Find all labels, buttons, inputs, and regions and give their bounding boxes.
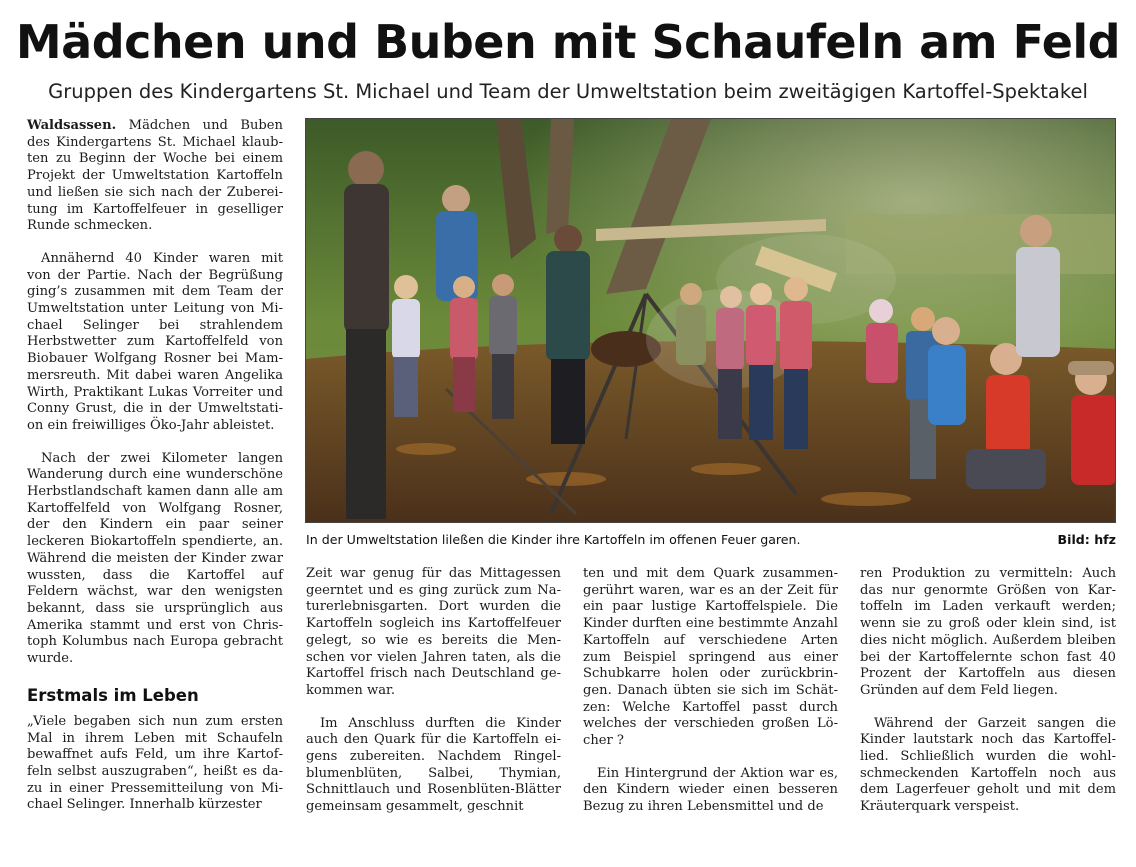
article-paragraph-2: Annähernd 40 Kinder waren mit von der Partie. Nach der Begrüßung ging’s zusammen mit dem Team der Umweltstation unter Leitung von Michael Selinger bei strahlendem Herbstwetter zum Kartoffelfeld von Biobauer Wolfgang Rosner bei Mammersreuth. Mit dabei waren Angelika Wirth, Praktikant Lukas Vorreiter und Conny Grust, die in der Umweltstation ein freiwilliges Öko-Jahr ableistet. [27, 250, 283, 433]
article-column-1 [27, 118, 283, 830]
photo-caption-row [306, 531, 1116, 549]
photo-caption: In der Umweltstation lileßen die Kinder ihre Kartoffeln im offenen Feuer garen. [306, 532, 801, 547]
headline: Mädchen und Buben mit Schaufeln am Feld [15, 15, 1121, 69]
paragraph-1-text: Mädchen und Buben des Kindergartens St. Michael klaubten zu Beginn der Woche bei einem Projekt der Umweltstation Kartoffeln und ließen sie sich nach der Zubereitung im Kartoffelfeuer in geselliger Runde schmecken. [27, 118, 283, 234]
article-column-3 [583, 566, 838, 832]
article-subheading: Erstmals im Leben [27, 685, 199, 705]
photo-credit: Bild: hfz [1057, 532, 1116, 547]
article-paragraph-8: Ein Hintergrund der Aktion war es, den Kindern wieder einen besseren Bezug zu ihren Lebensmittel und de [583, 765, 838, 815]
article-photo [305, 118, 1116, 523]
dateline: Waldsassen. [27, 118, 117, 133]
photo-illustration [306, 119, 1116, 523]
article-paragraph-7: ten und mit dem Quark zusammengerührt waren, war es an der Zeit für ein paar lustige Kartoffelspiele. Die Kinder durften eine bestimmte Anzahl Kartoffeln auf verschiedene Arten zum Beispiel springend aus einer Schubkarre holen oder zurückbringen. Danach übten sie sich im Schätzen: Welche Kartoffel passt durch welches der verschieden großen Löcher ? [583, 566, 838, 749]
article-paragraph-1 [27, 118, 283, 235]
article-paragraph-9: ren Produktion zu vermitteln: Auch das nur genormte Größen von Kartoffeln im Laden verkauft werden; wenn sie zu groß oder klein sind, ist dies nicht möglich. Außerdem bleiben bei der Kartoffelernte schon fast 40 Prozent der Kartoffeln aus diesen Gründen auf dem Feld liegen. [860, 566, 1116, 698]
article-paragraph-6: Im Anschluss durften die Kinder auch den Quark für die Kartoffeln eigens zubereiten. Nachdem Ringelblumenblüten, Salbei, Thymian, Schnittlauch und Rosenblüten-Blätter gemeinsam gesammelt, geschnit [306, 715, 561, 815]
article-paragraph-10: Während der Garzeit sangen die Kinder lautstark noch das Kartoffellied. Schließlich wurden die wohlschmeckenden Kartoffeln noch aus dem Lagerfeuer geholt und mit dem Kräuterquark verspeist. [860, 715, 1116, 815]
article-column-2 [306, 566, 561, 832]
article-paragraph-4: „Viele begaben sich nun zum ersten Mal in ihrem Leben mit Schaufeln bewaffnet aufs Feld, um ihre Kartoffeln selbst auszugraben“, heißt es dazu in einer Pressemitteilung von Michael Selinger. Innerhalb kürzester [27, 713, 283, 813]
article-column-4 [860, 566, 1116, 832]
article-paragraph-5: Zeit war genug für das Mittagessen geerntet und es ging zurück zum Naturerlebnisgarten. Dort wurden die Kartoffeln sogleich ins Kartoffelfeuer gelegt, so wie es bereits die Menschen vor vielen Jahren taten, als die Kartoffel frisch nach Deutschland gekommen war. [306, 566, 561, 698]
subheadline: Gruppen des Kindergartens St. Michael und Team der Umweltstation beim zweitägigen Kartoffel-Spektakel [48, 80, 1088, 103]
article-paragraph-3: Nach der zwei Kilometer langen Wanderung durch eine wunderschöne Herbstlandschaft kamen dann alle am Kartoffelfeld von Wolfgang Rosner, der den Kindern ein paar seiner leckeren Biokartoffeln spendierte, an. Während die meisten der Kinder zwar wussten, dass die Kartoffel auf Feldern wächst, war den wenigsten bekannt, dass sie ursprünglich aus Amerika stammt und erst von Christoph Kolumbus nach Europa gebracht wurde. [27, 450, 283, 667]
